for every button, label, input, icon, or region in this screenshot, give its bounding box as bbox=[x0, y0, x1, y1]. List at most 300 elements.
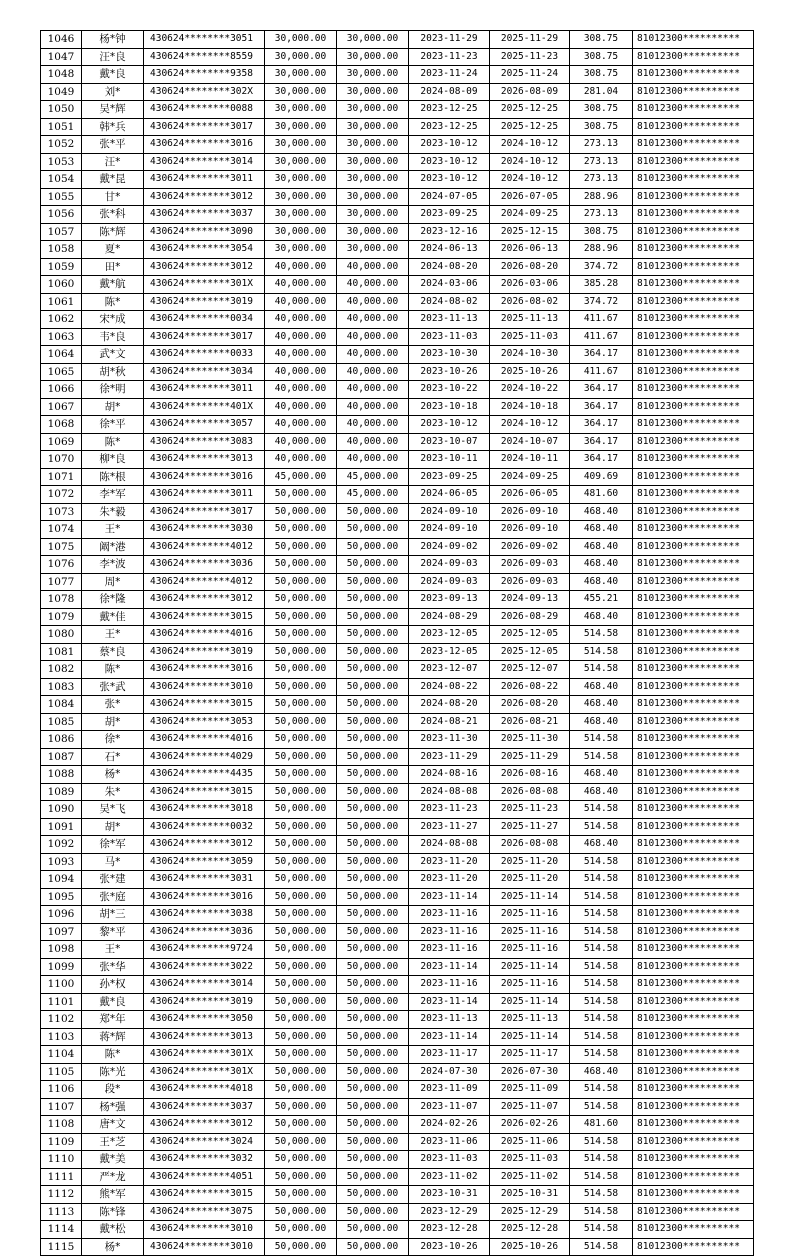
end-date-cell: 2025-12-29 bbox=[490, 1203, 570, 1221]
loan-amount-cell: 50,000.00 bbox=[265, 1116, 337, 1134]
balance-cell: 50,000.00 bbox=[337, 1203, 409, 1221]
start-date-cell: 2023-10-26 bbox=[409, 363, 490, 381]
row-number-cell: 1074 bbox=[41, 521, 82, 539]
end-date-cell: 2025-11-13 bbox=[490, 1011, 570, 1029]
start-date-cell: 2023-11-13 bbox=[409, 1011, 490, 1029]
loan-amount-cell: 50,000.00 bbox=[265, 1238, 337, 1256]
interest-cell: 409.69 bbox=[570, 468, 633, 486]
end-date-cell: 2025-11-17 bbox=[490, 1046, 570, 1064]
interest-cell: 514.58 bbox=[570, 1133, 633, 1151]
row-number-cell: 1073 bbox=[41, 503, 82, 521]
id-number-cell: 430624********3012 bbox=[144, 188, 265, 206]
end-date-cell: 2025-11-09 bbox=[490, 1081, 570, 1099]
account-number-cell: 81012300********** bbox=[633, 1116, 754, 1134]
account-number-cell: 81012300********** bbox=[633, 1028, 754, 1046]
table-row bbox=[41, 608, 754, 626]
table-row bbox=[41, 258, 754, 276]
id-number-cell: 430624********301X bbox=[144, 1046, 265, 1064]
loan-record-table bbox=[40, 30, 754, 1256]
interest-cell: 308.75 bbox=[570, 66, 633, 84]
table-row bbox=[41, 731, 754, 749]
table-row bbox=[41, 573, 754, 591]
account-number-cell: 81012300********** bbox=[633, 293, 754, 311]
row-number-cell: 1081 bbox=[41, 643, 82, 661]
end-date-cell: 2025-11-24 bbox=[490, 66, 570, 84]
account-number-cell: 81012300********** bbox=[633, 818, 754, 836]
account-number-cell: 81012300********** bbox=[633, 993, 754, 1011]
interest-cell: 374.72 bbox=[570, 293, 633, 311]
end-date-cell: 2025-11-20 bbox=[490, 871, 570, 889]
interest-cell: 288.96 bbox=[570, 188, 633, 206]
loan-amount-cell: 50,000.00 bbox=[265, 923, 337, 941]
name-cell: 陈*锋 bbox=[82, 1203, 144, 1221]
name-cell: 徐*平 bbox=[82, 416, 144, 434]
id-number-cell: 430624********3011 bbox=[144, 171, 265, 189]
name-cell: 柳*良 bbox=[82, 451, 144, 469]
table-row bbox=[41, 871, 754, 889]
name-cell: 张* bbox=[82, 696, 144, 714]
id-number-cell: 430624********3036 bbox=[144, 556, 265, 574]
loan-amount-cell: 30,000.00 bbox=[265, 101, 337, 119]
balance-cell: 50,000.00 bbox=[337, 696, 409, 714]
start-date-cell: 2023-11-14 bbox=[409, 958, 490, 976]
end-date-cell: 2024-10-18 bbox=[490, 398, 570, 416]
start-date-cell: 2023-11-24 bbox=[409, 66, 490, 84]
account-number-cell: 81012300********** bbox=[633, 906, 754, 924]
loan-amount-cell: 50,000.00 bbox=[265, 993, 337, 1011]
table-row bbox=[41, 521, 754, 539]
table-row bbox=[41, 626, 754, 644]
loan-amount-cell: 50,000.00 bbox=[265, 748, 337, 766]
id-number-cell: 430624********3053 bbox=[144, 713, 265, 731]
start-date-cell: 2023-11-29 bbox=[409, 748, 490, 766]
loan-amount-cell: 40,000.00 bbox=[265, 311, 337, 329]
loan-amount-cell: 50,000.00 bbox=[265, 1028, 337, 1046]
balance-cell: 50,000.00 bbox=[337, 1063, 409, 1081]
interest-cell: 374.72 bbox=[570, 258, 633, 276]
table-row bbox=[41, 451, 754, 469]
balance-cell: 50,000.00 bbox=[337, 678, 409, 696]
table-row bbox=[41, 346, 754, 364]
table-row bbox=[41, 363, 754, 381]
id-number-cell: 430624********9724 bbox=[144, 941, 265, 959]
id-number-cell: 430624********8559 bbox=[144, 48, 265, 66]
balance-cell: 50,000.00 bbox=[337, 643, 409, 661]
account-number-cell: 81012300********** bbox=[633, 276, 754, 294]
start-date-cell: 2023-10-07 bbox=[409, 433, 490, 451]
start-date-cell: 2024-03-06 bbox=[409, 276, 490, 294]
interest-cell: 308.75 bbox=[570, 118, 633, 136]
loan-amount-cell: 30,000.00 bbox=[265, 48, 337, 66]
end-date-cell: 2026-08-02 bbox=[490, 293, 570, 311]
account-number-cell: 81012300********** bbox=[633, 1011, 754, 1029]
id-number-cell: 430624********3015 bbox=[144, 783, 265, 801]
start-date-cell: 2024-08-22 bbox=[409, 678, 490, 696]
loan-amount-cell: 50,000.00 bbox=[265, 643, 337, 661]
interest-cell: 514.58 bbox=[570, 941, 633, 959]
interest-cell: 514.58 bbox=[570, 1081, 633, 1099]
row-number-cell: 1095 bbox=[41, 888, 82, 906]
interest-cell: 308.75 bbox=[570, 48, 633, 66]
loan-amount-cell: 50,000.00 bbox=[265, 1081, 337, 1099]
interest-cell: 514.58 bbox=[570, 906, 633, 924]
end-date-cell: 2025-12-25 bbox=[490, 118, 570, 136]
account-number-cell: 81012300********** bbox=[633, 503, 754, 521]
balance-cell: 30,000.00 bbox=[337, 206, 409, 224]
name-cell: 蔡*良 bbox=[82, 643, 144, 661]
row-number-cell: 1093 bbox=[41, 853, 82, 871]
name-cell: 刘* bbox=[82, 83, 144, 101]
loan-amount-cell: 50,000.00 bbox=[265, 818, 337, 836]
table-row bbox=[41, 1028, 754, 1046]
table-row bbox=[41, 853, 754, 871]
account-number-cell: 81012300********** bbox=[633, 713, 754, 731]
account-number-cell: 81012300********** bbox=[633, 958, 754, 976]
id-number-cell: 430624********3054 bbox=[144, 241, 265, 259]
end-date-cell: 2024-10-12 bbox=[490, 136, 570, 154]
interest-cell: 273.13 bbox=[570, 171, 633, 189]
account-number-cell: 81012300********** bbox=[633, 1046, 754, 1064]
loan-amount-cell: 30,000.00 bbox=[265, 241, 337, 259]
row-number-cell: 1112 bbox=[41, 1186, 82, 1204]
loan-amount-cell: 50,000.00 bbox=[265, 976, 337, 994]
start-date-cell: 2023-11-14 bbox=[409, 888, 490, 906]
row-number-cell: 1106 bbox=[41, 1081, 82, 1099]
account-number-cell: 81012300********** bbox=[633, 661, 754, 679]
account-number-cell: 81012300********** bbox=[633, 853, 754, 871]
row-number-cell: 1096 bbox=[41, 906, 82, 924]
balance-cell: 40,000.00 bbox=[337, 276, 409, 294]
start-date-cell: 2024-08-21 bbox=[409, 713, 490, 731]
table-row bbox=[41, 1238, 754, 1256]
account-number-cell: 81012300********** bbox=[633, 1151, 754, 1169]
balance-cell: 40,000.00 bbox=[337, 293, 409, 311]
row-number-cell: 1055 bbox=[41, 188, 82, 206]
name-cell: 陈* bbox=[82, 1046, 144, 1064]
loan-amount-cell: 50,000.00 bbox=[265, 1063, 337, 1081]
name-cell: 汪* bbox=[82, 153, 144, 171]
end-date-cell: 2026-06-05 bbox=[490, 486, 570, 504]
end-date-cell: 2026-08-20 bbox=[490, 696, 570, 714]
name-cell: 吴*飞 bbox=[82, 801, 144, 819]
end-date-cell: 2026-08-09 bbox=[490, 83, 570, 101]
row-number-cell: 1087 bbox=[41, 748, 82, 766]
table-row bbox=[41, 1133, 754, 1151]
loan-amount-cell: 50,000.00 bbox=[265, 713, 337, 731]
balance-cell: 50,000.00 bbox=[337, 503, 409, 521]
end-date-cell: 2025-11-16 bbox=[490, 923, 570, 941]
balance-cell: 30,000.00 bbox=[337, 171, 409, 189]
row-number-cell: 1072 bbox=[41, 486, 82, 504]
name-cell: 杨* bbox=[82, 766, 144, 784]
end-date-cell: 2026-09-03 bbox=[490, 556, 570, 574]
name-cell: 王* bbox=[82, 941, 144, 959]
id-number-cell: 430624********3017 bbox=[144, 118, 265, 136]
start-date-cell: 2024-08-08 bbox=[409, 836, 490, 854]
loan-amount-cell: 50,000.00 bbox=[265, 573, 337, 591]
table-row bbox=[41, 328, 754, 346]
end-date-cell: 2024-10-07 bbox=[490, 433, 570, 451]
loan-amount-cell: 50,000.00 bbox=[265, 1203, 337, 1221]
balance-cell: 50,000.00 bbox=[337, 573, 409, 591]
account-number-cell: 81012300********** bbox=[633, 153, 754, 171]
row-number-cell: 1099 bbox=[41, 958, 82, 976]
balance-cell: 50,000.00 bbox=[337, 993, 409, 1011]
row-number-cell: 1063 bbox=[41, 328, 82, 346]
table-row bbox=[41, 416, 754, 434]
table-body bbox=[41, 31, 754, 1256]
start-date-cell: 2023-10-22 bbox=[409, 381, 490, 399]
end-date-cell: 2026-09-03 bbox=[490, 573, 570, 591]
loan-amount-cell: 50,000.00 bbox=[265, 783, 337, 801]
account-number-cell: 81012300********** bbox=[633, 188, 754, 206]
balance-cell: 50,000.00 bbox=[337, 1238, 409, 1256]
row-number-cell: 1098 bbox=[41, 941, 82, 959]
id-number-cell: 430624********3019 bbox=[144, 993, 265, 1011]
interest-cell: 514.58 bbox=[570, 1011, 633, 1029]
account-number-cell: 81012300********** bbox=[633, 678, 754, 696]
start-date-cell: 2024-08-08 bbox=[409, 783, 490, 801]
loan-amount-cell: 30,000.00 bbox=[265, 153, 337, 171]
start-date-cell: 2023-12-07 bbox=[409, 661, 490, 679]
table-row bbox=[41, 101, 754, 119]
start-date-cell: 2024-06-13 bbox=[409, 241, 490, 259]
loan-amount-cell: 50,000.00 bbox=[265, 731, 337, 749]
name-cell: 徐*明 bbox=[82, 381, 144, 399]
id-number-cell: 430624********3012 bbox=[144, 591, 265, 609]
interest-cell: 468.40 bbox=[570, 556, 633, 574]
interest-cell: 364.17 bbox=[570, 433, 633, 451]
name-cell: 戴*松 bbox=[82, 1221, 144, 1239]
balance-cell: 50,000.00 bbox=[337, 818, 409, 836]
table-row bbox=[41, 503, 754, 521]
id-number-cell: 430624********4029 bbox=[144, 748, 265, 766]
account-number-cell: 81012300********** bbox=[633, 1098, 754, 1116]
name-cell: 戴*昆 bbox=[82, 171, 144, 189]
account-number-cell: 81012300********** bbox=[633, 766, 754, 784]
balance-cell: 45,000.00 bbox=[337, 468, 409, 486]
table-row bbox=[41, 661, 754, 679]
name-cell: 戴*美 bbox=[82, 1151, 144, 1169]
end-date-cell: 2024-10-11 bbox=[490, 451, 570, 469]
account-number-cell: 81012300********** bbox=[633, 556, 754, 574]
row-number-cell: 1061 bbox=[41, 293, 82, 311]
balance-cell: 50,000.00 bbox=[337, 1151, 409, 1169]
end-date-cell: 2024-10-30 bbox=[490, 346, 570, 364]
name-cell: 戴*航 bbox=[82, 276, 144, 294]
name-cell: 陈* bbox=[82, 661, 144, 679]
interest-cell: 514.58 bbox=[570, 1238, 633, 1256]
account-number-cell: 81012300********** bbox=[633, 241, 754, 259]
start-date-cell: 2023-12-29 bbox=[409, 1203, 490, 1221]
interest-cell: 514.58 bbox=[570, 871, 633, 889]
start-date-cell: 2023-09-25 bbox=[409, 206, 490, 224]
table-row bbox=[41, 1011, 754, 1029]
account-number-cell: 81012300********** bbox=[633, 1203, 754, 1221]
id-number-cell: 430624********3090 bbox=[144, 223, 265, 241]
id-number-cell: 430624********3037 bbox=[144, 1098, 265, 1116]
id-number-cell: 430624********0032 bbox=[144, 818, 265, 836]
name-cell: 陈*辉 bbox=[82, 223, 144, 241]
loan-record-sheet bbox=[40, 30, 753, 1256]
loan-amount-cell: 30,000.00 bbox=[265, 223, 337, 241]
end-date-cell: 2025-11-14 bbox=[490, 993, 570, 1011]
table-row bbox=[41, 958, 754, 976]
loan-amount-cell: 40,000.00 bbox=[265, 328, 337, 346]
start-date-cell: 2024-07-30 bbox=[409, 1063, 490, 1081]
interest-cell: 514.58 bbox=[570, 1186, 633, 1204]
id-number-cell: 430624********3051 bbox=[144, 31, 265, 49]
loan-amount-cell: 50,000.00 bbox=[265, 1168, 337, 1186]
interest-cell: 514.58 bbox=[570, 1203, 633, 1221]
loan-amount-cell: 50,000.00 bbox=[265, 696, 337, 714]
account-number-cell: 81012300********** bbox=[633, 1168, 754, 1186]
balance-cell: 30,000.00 bbox=[337, 118, 409, 136]
account-number-cell: 81012300********** bbox=[633, 118, 754, 136]
interest-cell: 514.58 bbox=[570, 1151, 633, 1169]
loan-amount-cell: 40,000.00 bbox=[265, 381, 337, 399]
name-cell: 熊*军 bbox=[82, 1186, 144, 1204]
loan-amount-cell: 40,000.00 bbox=[265, 258, 337, 276]
name-cell: 张*庭 bbox=[82, 888, 144, 906]
balance-cell: 30,000.00 bbox=[337, 223, 409, 241]
id-number-cell: 430624********3024 bbox=[144, 1133, 265, 1151]
table-row bbox=[41, 538, 754, 556]
end-date-cell: 2025-12-15 bbox=[490, 223, 570, 241]
balance-cell: 50,000.00 bbox=[337, 626, 409, 644]
account-number-cell: 81012300********** bbox=[633, 206, 754, 224]
balance-cell: 50,000.00 bbox=[337, 1028, 409, 1046]
row-number-cell: 1114 bbox=[41, 1221, 82, 1239]
row-number-cell: 1110 bbox=[41, 1151, 82, 1169]
id-number-cell: 430624********3012 bbox=[144, 258, 265, 276]
balance-cell: 40,000.00 bbox=[337, 451, 409, 469]
row-number-cell: 1097 bbox=[41, 923, 82, 941]
name-cell: 李*波 bbox=[82, 556, 144, 574]
table-row bbox=[41, 748, 754, 766]
row-number-cell: 1102 bbox=[41, 1011, 82, 1029]
end-date-cell: 2026-09-10 bbox=[490, 503, 570, 521]
id-number-cell: 430624********3015 bbox=[144, 696, 265, 714]
row-number-cell: 1068 bbox=[41, 416, 82, 434]
end-date-cell: 2026-08-22 bbox=[490, 678, 570, 696]
interest-cell: 514.58 bbox=[570, 801, 633, 819]
balance-cell: 50,000.00 bbox=[337, 1098, 409, 1116]
start-date-cell: 2023-12-05 bbox=[409, 626, 490, 644]
table-row bbox=[41, 293, 754, 311]
balance-cell: 50,000.00 bbox=[337, 1168, 409, 1186]
start-date-cell: 2023-10-12 bbox=[409, 171, 490, 189]
balance-cell: 50,000.00 bbox=[337, 783, 409, 801]
table-row bbox=[41, 1098, 754, 1116]
end-date-cell: 2025-12-25 bbox=[490, 101, 570, 119]
end-date-cell: 2024-09-25 bbox=[490, 468, 570, 486]
balance-cell: 50,000.00 bbox=[337, 661, 409, 679]
row-number-cell: 1075 bbox=[41, 538, 82, 556]
id-number-cell: 430624********3036 bbox=[144, 923, 265, 941]
end-date-cell: 2025-11-23 bbox=[490, 801, 570, 819]
row-number-cell: 1053 bbox=[41, 153, 82, 171]
name-cell: 石* bbox=[82, 748, 144, 766]
balance-cell: 30,000.00 bbox=[337, 48, 409, 66]
id-number-cell: 430624********3010 bbox=[144, 678, 265, 696]
balance-cell: 50,000.00 bbox=[337, 976, 409, 994]
row-number-cell: 1066 bbox=[41, 381, 82, 399]
interest-cell: 481.60 bbox=[570, 1116, 633, 1134]
table-row bbox=[41, 678, 754, 696]
interest-cell: 411.67 bbox=[570, 328, 633, 346]
start-date-cell: 2024-09-10 bbox=[409, 521, 490, 539]
start-date-cell: 2024-09-10 bbox=[409, 503, 490, 521]
end-date-cell: 2026-07-30 bbox=[490, 1063, 570, 1081]
name-cell: 甘* bbox=[82, 188, 144, 206]
interest-cell: 514.58 bbox=[570, 1168, 633, 1186]
account-number-cell: 81012300********** bbox=[633, 608, 754, 626]
table-row bbox=[41, 783, 754, 801]
table-row bbox=[41, 923, 754, 941]
name-cell: 李*军 bbox=[82, 486, 144, 504]
balance-cell: 50,000.00 bbox=[337, 1116, 409, 1134]
name-cell: 戴*良 bbox=[82, 993, 144, 1011]
end-date-cell: 2025-10-26 bbox=[490, 363, 570, 381]
account-number-cell: 81012300********** bbox=[633, 398, 754, 416]
name-cell: 马* bbox=[82, 853, 144, 871]
start-date-cell: 2023-11-03 bbox=[409, 1151, 490, 1169]
balance-cell: 50,000.00 bbox=[337, 941, 409, 959]
row-number-cell: 1046 bbox=[41, 31, 82, 49]
id-number-cell: 430624********3031 bbox=[144, 871, 265, 889]
loan-amount-cell: 50,000.00 bbox=[265, 1221, 337, 1239]
account-number-cell: 81012300********** bbox=[633, 381, 754, 399]
account-number-cell: 81012300********** bbox=[633, 731, 754, 749]
row-number-cell: 1048 bbox=[41, 66, 82, 84]
row-number-cell: 1060 bbox=[41, 276, 82, 294]
table-row bbox=[41, 888, 754, 906]
interest-cell: 514.58 bbox=[570, 976, 633, 994]
balance-cell: 30,000.00 bbox=[337, 188, 409, 206]
interest-cell: 308.75 bbox=[570, 101, 633, 119]
name-cell: 杨*钟 bbox=[82, 31, 144, 49]
loan-amount-cell: 50,000.00 bbox=[265, 661, 337, 679]
interest-cell: 364.17 bbox=[570, 381, 633, 399]
id-number-cell: 430624********3050 bbox=[144, 1011, 265, 1029]
id-number-cell: 430624********301X bbox=[144, 1063, 265, 1081]
start-date-cell: 2024-09-03 bbox=[409, 573, 490, 591]
balance-cell: 30,000.00 bbox=[337, 153, 409, 171]
id-number-cell: 430624********4051 bbox=[144, 1168, 265, 1186]
row-number-cell: 1090 bbox=[41, 801, 82, 819]
loan-amount-cell: 50,000.00 bbox=[265, 1098, 337, 1116]
loan-amount-cell: 30,000.00 bbox=[265, 188, 337, 206]
loan-amount-cell: 40,000.00 bbox=[265, 293, 337, 311]
table-row bbox=[41, 311, 754, 329]
account-number-cell: 81012300********** bbox=[633, 643, 754, 661]
id-number-cell: 430624********301X bbox=[144, 276, 265, 294]
start-date-cell: 2024-07-05 bbox=[409, 188, 490, 206]
account-number-cell: 81012300********** bbox=[633, 696, 754, 714]
loan-amount-cell: 50,000.00 bbox=[265, 853, 337, 871]
balance-cell: 50,000.00 bbox=[337, 1011, 409, 1029]
balance-cell: 50,000.00 bbox=[337, 1133, 409, 1151]
interest-cell: 468.40 bbox=[570, 783, 633, 801]
name-cell: 宋*成 bbox=[82, 311, 144, 329]
name-cell: 张*科 bbox=[82, 206, 144, 224]
start-date-cell: 2023-11-16 bbox=[409, 941, 490, 959]
start-date-cell: 2024-08-20 bbox=[409, 696, 490, 714]
loan-amount-cell: 40,000.00 bbox=[265, 363, 337, 381]
balance-cell: 50,000.00 bbox=[337, 923, 409, 941]
account-number-cell: 81012300********** bbox=[633, 101, 754, 119]
